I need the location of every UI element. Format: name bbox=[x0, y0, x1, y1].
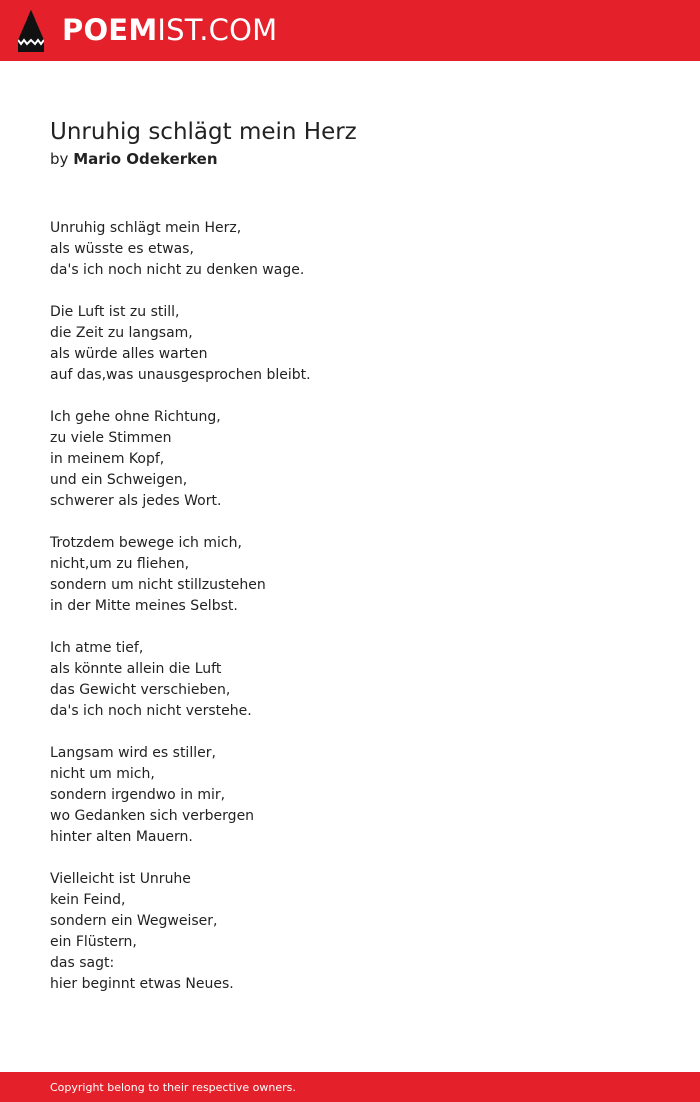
poem-line: sondern um nicht stillzustehen bbox=[50, 577, 266, 593]
site-header bbox=[0, 0, 700, 61]
poem-body bbox=[50, 218, 650, 1016]
poem-line: wo Gedanken sich verbergen bbox=[50, 808, 255, 824]
poem-stanza bbox=[50, 218, 650, 281]
poem-line: hinter alten Mauern. bbox=[50, 829, 193, 845]
poem-line: die Zeit zu langsam, bbox=[50, 325, 193, 341]
poem-stanza bbox=[50, 533, 650, 617]
poem-line: Die Luft ist zu still, bbox=[50, 304, 180, 320]
poem-line: Trotzdem bewege ich mich, bbox=[50, 535, 242, 551]
poem-line: schwerer als jedes Wort. bbox=[50, 493, 222, 509]
logo-light-text: IST.COM bbox=[157, 13, 278, 47]
copyright-text: Copyright belong to their respective owners. bbox=[50, 1081, 296, 1094]
poem-stanza bbox=[50, 638, 650, 722]
poem-line: auf das,was unausgesprochen bleibt. bbox=[50, 367, 311, 383]
poem-stanza bbox=[50, 407, 650, 512]
author-name: Mario Odekerken bbox=[73, 150, 218, 168]
poem-line: sondern irgendwo in mir, bbox=[50, 787, 226, 803]
poem-stanza bbox=[50, 302, 650, 386]
poem-line: in meinem Kopf, bbox=[50, 451, 165, 467]
logo-bold-text: POEM bbox=[62, 13, 158, 47]
poem-line: da's ich noch nicht verstehe. bbox=[50, 703, 252, 719]
poem-line: kein Feind, bbox=[50, 892, 126, 908]
byline bbox=[50, 148, 218, 170]
poem-line: in der Mitte meines Selbst. bbox=[50, 598, 238, 614]
poem-line: Langsam wird es stiller, bbox=[50, 745, 216, 761]
poem-line: Unruhig schlägt mein Herz, bbox=[50, 220, 242, 236]
poem-line: da's ich noch nicht zu denken wage. bbox=[50, 262, 305, 278]
by-label: by bbox=[50, 150, 69, 168]
poem-line: und ein Schweigen, bbox=[50, 472, 188, 488]
poem-line: Ich atme tief, bbox=[50, 640, 144, 656]
poem-line: ein Flüstern, bbox=[50, 934, 137, 950]
poem-stanza bbox=[50, 869, 650, 995]
poem-line: als würde alles warten bbox=[50, 346, 208, 362]
poem-line: als könnte allein die Luft bbox=[50, 661, 222, 677]
site-footer bbox=[0, 1072, 700, 1102]
poem-line: nicht,um zu fliehen, bbox=[50, 556, 190, 572]
poem-line: Vielleicht ist Unruhe bbox=[50, 871, 191, 887]
poem-line: zu viele Stimmen bbox=[50, 430, 172, 446]
poem-line: hier beginnt etwas Neues. bbox=[50, 976, 234, 992]
pencil-tip-icon[interactable] bbox=[18, 10, 44, 52]
poem-line: als wüsste es etwas, bbox=[50, 241, 194, 257]
poem-line: sondern ein Wegweiser, bbox=[50, 913, 218, 929]
poem-line: nicht um mich, bbox=[50, 766, 155, 782]
site-logo[interactable] bbox=[62, 12, 277, 48]
poem-stanza bbox=[50, 743, 650, 848]
poem-line: Ich gehe ohne Richtung, bbox=[50, 409, 221, 425]
poem-title: Unruhig schlägt mein Herz bbox=[50, 119, 357, 145]
poem-line: das Gewicht verschieben, bbox=[50, 682, 231, 698]
poem-line: das sagt: bbox=[50, 955, 115, 971]
